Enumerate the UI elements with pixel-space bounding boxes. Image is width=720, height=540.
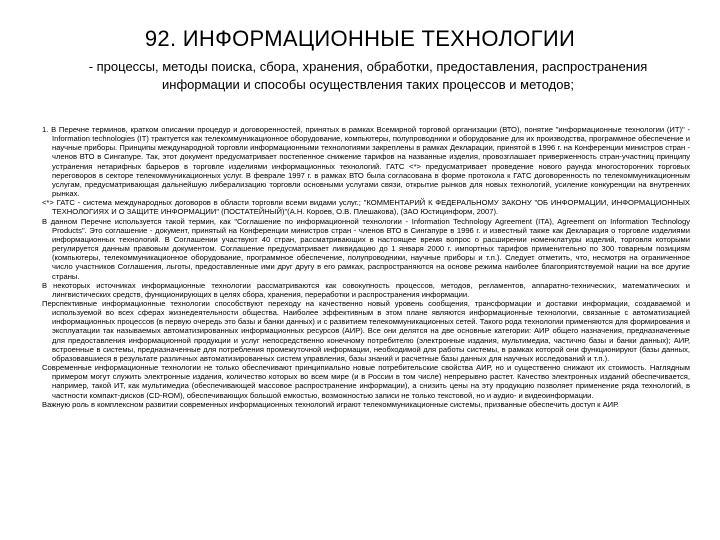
paragraph-2: <*> ГАТС - система международных договоров в области торговли всеми видами услуг.; "КОММЕНТАРИЙ К ФЕДЕРАЛЬНОМУ ЗАКОНУ "ОБ ИНФОРМАЦИИ, ИНФОРМАЦИОННЫХ ТЕХНОЛОГИЯХ И О ЗАЩИТЕ ИНФОРМАЦИИ" (ПОСТАТЕЙНЫЙ)"(А.Н. Короев, О.В. Плешакова), (ЗАО Юстицинформ, 2007). (42, 198, 690, 217)
paragraph-4: В некоторых источниках информационные технологии рассматриваются как совокупность процессов, методов, регламентов, аппаратно-технических, математических и лингвистических средств, функционирующих в целях сбора, хранения, переработки и распространения информации. (42, 280, 690, 299)
paragraph-5: Перспективные информационные технологии способствуют переходу на качественно новый уровень сообщения, трансформации и доставки информации, создаваемой и используемой во всех сферах жизнедеятельности общества. Наиболее эффективным в этом плане являются информационные технологии, связанные с автоматизацией информационных процессов (в первую очередь это базы и банки данных) и с развитием телекоммуникационных сетей. Такого рода технологии применяются для формирования и эксплуатации так называемых автоматизированных информационных ресурсов (АИР). Все они делятся на две основные категории: АИР общего назначения, предназначенные для предоставления информационной продукции и услуг непосредственно конечному потребителю (электронные издания, мультимедиа, частично базы и банки данных); АИР, встроенные в системы, предназначенные для потребления промежуточной информации, необходимой для работы системы, в рамках которой они функционируют (базы данных, образовавшиеся в результате различных автоматизированных систем управления, базы знаний и расчетные базы данных для научных исследований и т.п.). (42, 298, 690, 363)
body-text (42, 125, 690, 485)
paragraph-1: 1. В Перечне терминов, кратком описании процедур и договоренностей, принятых в рамках Всемирной торговой организации (ВТО), понятие "информационные технологии (ИТ)" - Information technologies (IT) трактуется как телекоммуникационное оборудование, компьютеры, полупроводники и оборудование для их производства, программное обеспечение и научные приборы. Принципы международной торговли информационными технологиями закреплены в рамках Декларации, принятой в 1996 г. на Конференции министров стран - членов ВТО в Сингапуре. Так, этот документ предусматривает постепенное снижение тарифов на названные изделия, провозглашает приверженность стран-участниц принципу устранения нетарифных барьеров в торговле изделиями информационных технологий. ГАТС <*> предусматривает проведение нового раунда многосторонних торговых переговоров в секторе телекоммуникационных услуг. В феврале 1997 г. в рамках ВТО была согласована в форме протокола к ГАТС договоренность по телекоммуникационным услугам, предусматривающая дальнейшую либерализацию торговли основными услугами связи, открытие рынков для новых технологий, усиление конкуренции на внутренних рынках. (42, 125, 690, 199)
slide-subtitle: - процессы, методы поиска, сбора, хранения, обработки, предоставления, распространения информации и способы осуществления таких процессов и методов; (88, 59, 648, 92)
paragraph-6: Современные информационные технологии не только обеспечивают принципиально новые потребительские свойства АИР, но и существенно снижают их стоимость. Наглядным примером могут служить электронные издания, количество которых во всем мире (и в России в том числе) непрерывно растет. Качество электронных изданий обеспечивается, например, такой ИТ, как мультимедиа (обеспечивающей массовое распространение информации), а снизить цены на эту продукцию позволяет применение ряда технологий, в частности компакт-дисков (CD-ROM), обеспечивающих большой емкостью, возможностью записи не только текстовой, но и аудио- и видеоинформации. (42, 363, 690, 400)
paragraph-3: В данном Перечне используется такой термин, как "Соглашение по информационной технологии - Information Technology Agreement (ITA), Agreement on Information Technology Products". Это соглашение - документ, принятый на Конференции министров стран - членов ВТО в Сингапуре в 1996 г. и известный также как Декларация о торговле изделиями информационных технологий. В Соглашении участвуют 40 стран, рассматривающих в настоящее время вопрос о расширении номенклатуры изделий, торговля которыми регулируется данным правовым документом. Соглашение предусматривает ликвидацию до 1 января 2000 г. импортных тарифов применительно по 300 товарным позициям (компьютеры, телекоммуникационное оборудование, программное обеспечение, полупроводники, научные приборы и т.п.). Следует отметить, что, несмотря на ограниченное число участников Соглашения, льготы, предоставленные ими друг другу в его рамках, распространяются на основе режима наиболее благоприятствуемой нации на все другие страны. (42, 216, 690, 281)
paragraph-7: Важную роль в комплексном развитии современных информационных технологий играют телекоммуникационные системы, призванные обеспечить доступ к АИР. (42, 399, 619, 409)
slide-title: 92. ИНФОРМАЦИОННЫЕ ТЕХНОЛОГИИ (144, 26, 576, 51)
